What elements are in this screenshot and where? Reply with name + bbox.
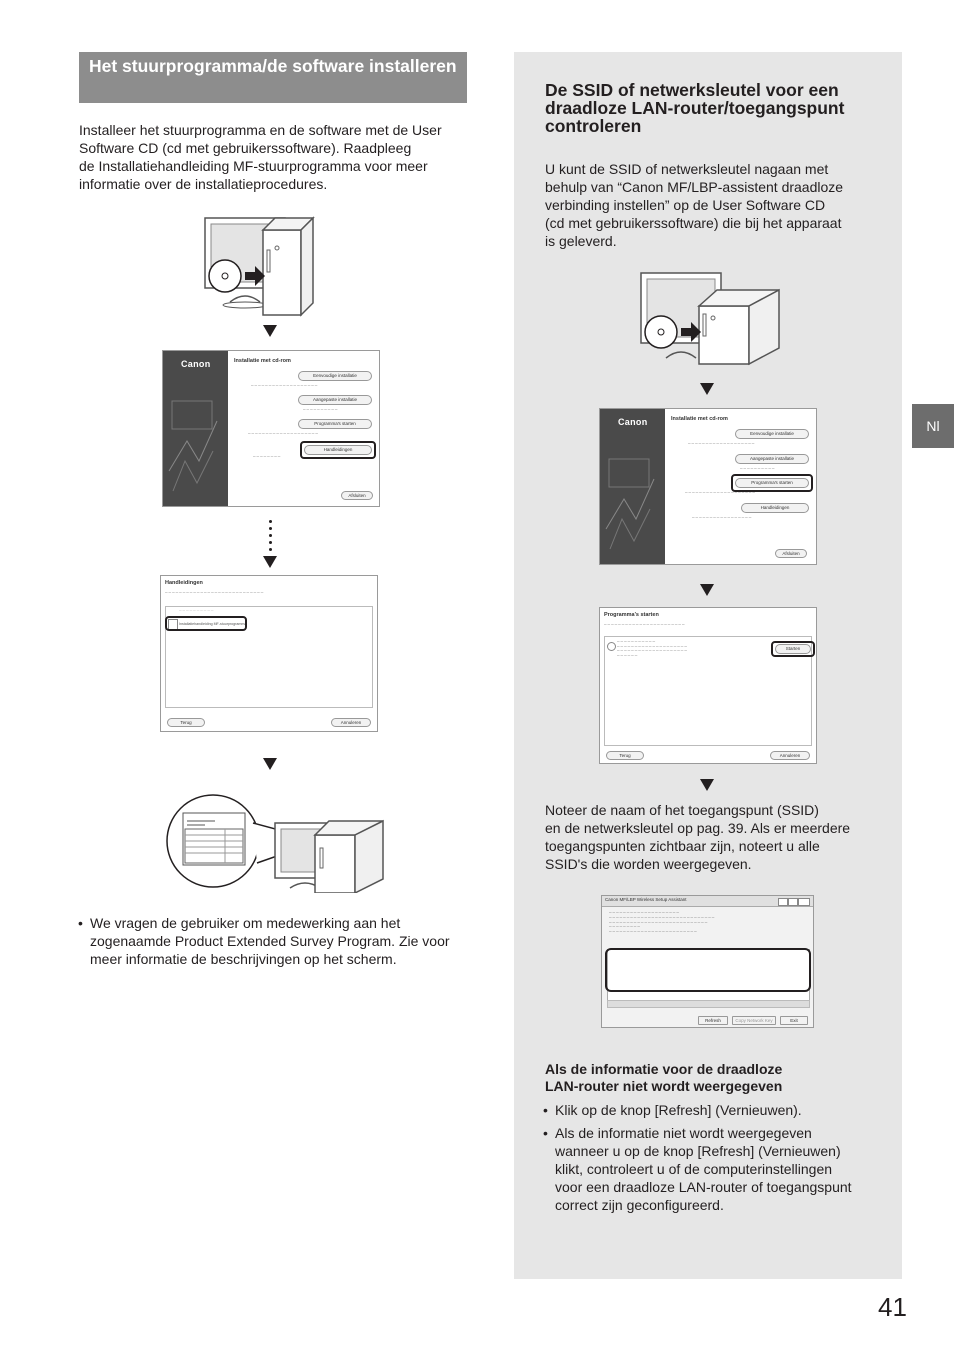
decorative-graph xyxy=(167,391,225,501)
btn-caption: ─ ─ ─ ─ ─ ─ ─ ─ ─ ─ ─ ─ ─ ─ ─ ─ ─ ─ ─ xyxy=(251,384,318,388)
bullet-line: zogenaamde Product Extended Survey Program. Zie voor xyxy=(90,933,450,949)
install-screen xyxy=(162,350,380,507)
survey-bullet xyxy=(78,914,478,970)
highlight-frame xyxy=(771,641,815,657)
language-tab: Nl xyxy=(912,404,954,448)
note-line: en de netwerksleutel op pag. 39. Als er meerdere xyxy=(545,820,851,836)
btn-caption: ─ ─ ─ ─ ─ ─ ─ ─ ─ ─ ─ ─ ─ ─ ─ ─ ─ ─ ─ xyxy=(688,442,755,446)
bullet-line: klikt, controleert u of de computerinstellingen xyxy=(555,1161,833,1177)
screen-desc: ─ ─ ─ ─ ─ ─ ─ ─ ─ ─ ─ ─ ─ ─ ─ ─ ─ ─ ─ ─ ─ ─ ─ ─ ─ ─ ─ ─ xyxy=(165,591,264,595)
start-button[interactable]: Starten xyxy=(775,644,811,654)
screen-title: Programma's starten xyxy=(604,612,659,618)
decorative-graph xyxy=(604,449,662,559)
program-description: ─ ─ ─ ─ ─ ─ ─ ─ ─ ─ ─ ─ ─ ─ ─ ─ ─ ─ ─ ─ ─ ─ ─ ─ ─ ─ ─ ─ ─ ─ ─ ─ ─ ─ ─ ─ ─ ─ ─ ─ ─ ─ ─ ─ ─ ─ ─ ─ ─ ─ ─ ─ ─ ─ ─ ─ ─ xyxy=(617,640,687,658)
section-heading: Het stuurprogramma/de software installeren xyxy=(89,56,457,76)
refresh-bullet xyxy=(543,1101,888,1119)
arrow-down-icon xyxy=(700,779,714,791)
manuals-button[interactable]: Handleidingen xyxy=(741,503,809,513)
btn-caption: ─ ─ ─ ─ ─ ─ ─ ─ xyxy=(253,455,281,459)
arrow-down-icon xyxy=(263,556,277,568)
computer-cd-illustration xyxy=(633,268,788,368)
computer-manual-illustration xyxy=(165,793,390,893)
canon-side-panel xyxy=(163,351,228,507)
highlight-frame xyxy=(300,441,376,459)
heading-line: draadloze LAN-router/toegangspunt xyxy=(545,98,845,118)
computer-cd-illustration xyxy=(195,210,315,320)
subheading-line: LAN-router niet wordt weergegeven xyxy=(545,1078,783,1094)
screen-title: Handleidingen xyxy=(165,580,203,586)
copy-network-key-button[interactable]: Copy Network Key xyxy=(732,1016,776,1025)
custom-install-button[interactable]: Aangepaste installatie xyxy=(298,395,372,405)
wireless-setup-dialog xyxy=(601,895,814,1028)
arrow-down-icon xyxy=(263,758,277,770)
highlight-frame xyxy=(731,474,813,492)
section-heading-bar xyxy=(79,52,467,103)
subheading-line: Als de informatie voor de draadloze xyxy=(545,1061,783,1077)
screen-title: Installatie met cd-rom xyxy=(234,358,291,364)
dot xyxy=(269,527,272,530)
start-programs-button[interactable]: Programma's starten xyxy=(298,419,372,429)
install-screen xyxy=(599,408,817,565)
arrow-down-icon xyxy=(263,325,277,337)
intro-line: is geleverd. xyxy=(545,233,617,249)
intro-line: behulp van “Canon MF/LBP-assistent draadloze xyxy=(545,179,844,195)
cancel-button[interactable]: Annuleren xyxy=(331,718,371,727)
bullet-text xyxy=(555,1124,852,1214)
close-icon[interactable] xyxy=(798,898,810,906)
manuals-button[interactable]: Handleidingen xyxy=(304,445,372,455)
dot xyxy=(269,534,272,537)
refresh-button[interactable]: Refresh xyxy=(698,1016,728,1025)
dot xyxy=(269,520,272,523)
intro-line: informatie over de installatieprocedures. xyxy=(79,176,328,192)
horizontal-scrollbar[interactable] xyxy=(607,1000,810,1008)
arrow-down-icon xyxy=(700,383,714,395)
intro-line: Installeer het stuurprogramma en de software met de User xyxy=(79,122,442,138)
bullet-text xyxy=(90,914,450,968)
bullet-line: voor een draadloze LAN-router of toegangspunt xyxy=(555,1179,852,1195)
bullet-line: correct zijn geconfigureerd. xyxy=(555,1197,724,1213)
note-line: Noteer de naam of het toegangspunt (SSID) xyxy=(545,802,819,818)
dot xyxy=(269,548,272,551)
bullet: • xyxy=(78,915,83,931)
page-number: 41 xyxy=(878,1292,907,1322)
heading-line: controleren xyxy=(545,116,642,136)
bullet-line: Als de informatie niet wordt weergegeven xyxy=(555,1125,812,1141)
easy-install-button[interactable]: Eenvoudige installatie xyxy=(298,371,372,381)
check-settings-bullet xyxy=(543,1124,888,1216)
screen-desc: ─ ─ ─ ─ ─ ─ ─ ─ ─ ─ ─ ─ ─ ─ ─ ─ ─ ─ ─ ─ ─ ─ ─ xyxy=(604,623,685,627)
screen-title: Installatie met cd-rom xyxy=(671,416,728,422)
canon-logo: Canon xyxy=(618,417,648,427)
installation-guide-item[interactable]: Installatiehandleiding MF-stuurprogramma xyxy=(179,622,247,626)
wireless-icon xyxy=(607,642,616,651)
easy-install-button[interactable]: Eenvoudige installatie xyxy=(735,429,809,439)
exit-button[interactable]: Afsluiten xyxy=(775,549,807,558)
btn-caption: ─ ─ ─ ─ ─ ─ ─ ─ ─ ─ ─ ─ ─ ─ ─ ─ ─ ─ ─ ─ xyxy=(685,491,755,495)
bullet-text: Klik op de knop [Refresh] (Vernieuwen). xyxy=(555,1102,802,1118)
exit-button[interactable]: Afsluiten xyxy=(341,491,373,500)
note-text xyxy=(545,801,885,873)
canon-logo: Canon xyxy=(181,359,211,369)
note-line: SSID's die worden weergegeven. xyxy=(545,856,752,872)
subheading xyxy=(545,1061,885,1095)
intro-line: Software CD (cd met gebruikerssoftware). Raadpleeg xyxy=(79,140,412,156)
bullet: • xyxy=(543,1125,548,1141)
exit-button[interactable]: Exit xyxy=(780,1016,808,1025)
intro-line: de Installatiehandleiding MF-stuurprogramma voor meer xyxy=(79,158,428,174)
intro-line: verbinding instellen” op de User Software CD xyxy=(545,197,826,213)
list-item: ─ ─ ─ ─ ─ ─ ─ ─ ─ ─ xyxy=(179,609,214,613)
bullet: • xyxy=(543,1102,548,1118)
bullet-line: wanneer u op de knop [Refresh] (Vernieuwen) xyxy=(555,1143,841,1159)
highlight-frame xyxy=(605,948,811,992)
start-programs-button[interactable]: Programma's starten xyxy=(735,478,809,488)
dialog-instructions: ─ ─ ─ ─ ─ ─ ─ ─ ─ ─ ─ ─ ─ ─ ─ ─ ─ ─ ─ ─ ─ ─ ─ ─ ─ ─ ─ ─ ─ ─ ─ ─ ─ ─ ─ ─ ─ ─ ─ ─ ─ ─ ─ ─ ─ ─ ─ ─ ─ ─ ─ ─ ─ ─ ─ ─ ─ ─ ─ ─ ─ ─ ─ ─ ─ ─ ─ ─ ─ ─ ─ ─ ─ ─ ─ ─ ─ ─ ─ ─ ─ ─ ─ ─ ─ ─ ─ ─ ─ ─ ─ ─ ─ ─ ─ ─ ─ ─ ─ ─ ─ ─ ─ ─ ─ ─ ─ ─ ─ ─ ─ ─ xyxy=(609,911,715,935)
start-programs-screen xyxy=(599,607,817,764)
btn-caption: ─ ─ ─ ─ ─ ─ ─ ─ ─ ─ xyxy=(740,467,775,471)
canon-side-panel xyxy=(600,409,665,565)
left-intro xyxy=(79,121,479,193)
dialog-titlebar xyxy=(602,896,813,907)
maximize-icon[interactable] xyxy=(788,898,798,906)
highlight-frame xyxy=(165,616,247,631)
btn-caption: ─ ─ ─ ─ ─ ─ ─ ─ ─ ─ ─ ─ ─ ─ ─ ─ ─ ─ ─ ─ xyxy=(248,432,318,436)
note-line: toegangspunten zichtbaar zijn, noteert u alle xyxy=(545,838,820,854)
intro-line: U kunt de SSID of netwerksleutel nagaan met xyxy=(545,161,829,177)
dialog-title: Canon MF/LBP Wireless Setup Assistant xyxy=(605,897,687,902)
bullet-line: We vragen de gebruiker om medewerking aan het xyxy=(90,915,401,931)
manuals-screen xyxy=(160,575,378,732)
dot xyxy=(269,541,272,544)
bullet-line: meer informatie de beschrijvingen op het scherm. xyxy=(90,951,397,967)
minimize-icon[interactable] xyxy=(778,898,788,906)
back-button[interactable]: Terug xyxy=(606,751,644,760)
btn-caption: ─ ─ ─ ─ ─ ─ ─ ─ ─ ─ xyxy=(303,408,338,412)
intro-line: (cd met gebruikerssoftware) die bij het apparaat xyxy=(545,215,842,231)
arrow-down-icon xyxy=(700,584,714,596)
custom-install-button[interactable]: Aangepaste installatie xyxy=(735,454,809,464)
btn-caption: ─ ─ ─ ─ ─ ─ ─ ─ ─ ─ ─ ─ ─ ─ ─ ─ ─ xyxy=(692,516,752,520)
back-button[interactable]: Terug xyxy=(167,718,205,727)
cancel-button[interactable]: Annuleren xyxy=(770,751,810,760)
right-intro xyxy=(545,160,885,250)
heading-line: De SSID of netwerksleutel voor een xyxy=(545,80,839,100)
right-heading xyxy=(545,81,885,135)
